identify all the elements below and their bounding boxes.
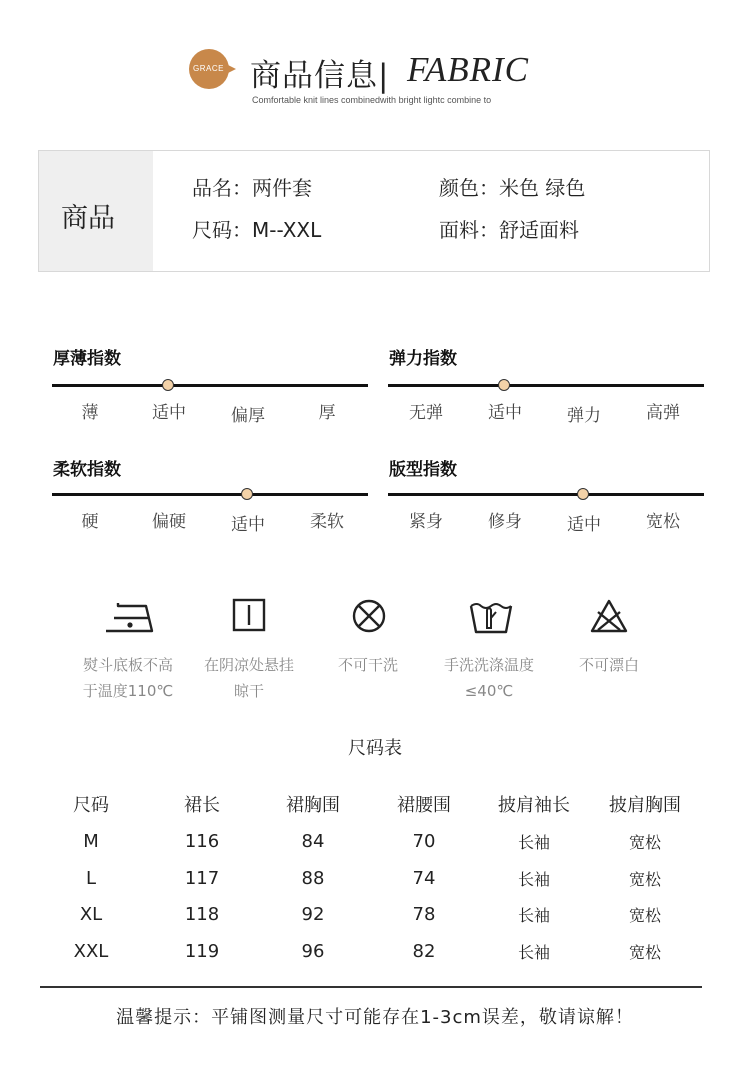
- product-info-box: [38, 150, 710, 272]
- care-text-line: 不可干洗: [337, 656, 398, 674]
- size-table-cell: XL: [79, 904, 103, 925]
- index-option: 厚: [318, 403, 336, 423]
- size-table-header: 披肩袖长: [498, 795, 570, 816]
- index-option: 薄: [81, 403, 99, 423]
- size-table-header: 裙长: [184, 795, 220, 816]
- logo-arrow-icon: [226, 64, 236, 74]
- index-marker-dot: [577, 488, 589, 500]
- size-table-cell: 96: [301, 941, 325, 962]
- footer-divider: [40, 986, 702, 988]
- no-dry-clean-icon: [351, 598, 387, 634]
- product-label-cell: [39, 151, 153, 271]
- index-scale-line: [388, 493, 704, 496]
- line-dry-icon: [232, 598, 266, 632]
- size-table-cell: 宽松: [628, 870, 661, 889]
- product-color: 颜色：米色 绿色: [439, 176, 586, 200]
- index-option: 适中: [152, 403, 186, 423]
- size-table-cell: 78: [412, 904, 436, 925]
- logo-text: GRACE: [193, 64, 224, 73]
- index-scale-line: [388, 384, 704, 387]
- index-option: 适中: [231, 515, 265, 535]
- index-option: 紧身: [409, 512, 443, 532]
- index-title: 弹力指数: [389, 349, 457, 369]
- index-scale-line: [52, 384, 368, 387]
- page-header: [0, 46, 750, 116]
- care-text-line: 熨斗底板不高: [82, 656, 173, 674]
- index-title: 柔软指数: [53, 460, 121, 480]
- product-fabric: 面料：舒适面料: [439, 218, 579, 242]
- care-text-line-dry: [190, 652, 308, 704]
- care-text-iron: [69, 652, 187, 704]
- index-option: 偏厚: [231, 406, 265, 426]
- iron-icon: [104, 598, 154, 634]
- size-table-cell: 70: [412, 831, 436, 852]
- care-text-hand-wash: [430, 652, 548, 704]
- size-table-cell: 118: [184, 904, 220, 925]
- care-text-line: 晾干: [233, 682, 264, 700]
- size-table-header: 披肩胸围: [609, 795, 681, 816]
- hand-wash-icon: [469, 598, 513, 636]
- product-size: 尺码：M--XXL: [192, 218, 322, 242]
- index-option: 偏硬: [152, 512, 186, 532]
- page-subtitle: Comfortable knit lines combinedwith bright lightc combine to: [252, 95, 492, 105]
- care-text-line: 不可漂白: [578, 656, 639, 674]
- size-table-header: 尺码: [73, 795, 109, 816]
- care-text-no-dry-clean: [309, 652, 427, 678]
- index-option: 弹力: [567, 406, 601, 426]
- index-scale-line: [52, 493, 368, 496]
- grace-logo: [189, 49, 229, 89]
- size-table-cell: 长袖: [517, 833, 550, 852]
- size-table-header: 裙胸围: [286, 795, 340, 816]
- size-table-cell: M: [83, 831, 99, 852]
- size-table-cell: 长袖: [517, 870, 550, 889]
- index-option: 适中: [567, 515, 601, 535]
- footer-note: 温馨提示：平铺图测量尺寸可能存在1-3cm误差，敬请谅解！: [116, 1007, 634, 1028]
- size-table-cell: 长袖: [517, 906, 550, 925]
- index-option: 无弹: [409, 403, 443, 423]
- size-table-cell: 116: [184, 831, 220, 852]
- size-table-cell: 长袖: [517, 943, 550, 962]
- size-table-cell: 88: [301, 868, 325, 889]
- product-name: 品名：两件套: [192, 176, 312, 200]
- index-option: 修身: [488, 512, 522, 532]
- index-title: 厚薄指数: [53, 349, 121, 369]
- size-table-cell: 119: [184, 941, 220, 962]
- size-table-cell: 74: [412, 868, 436, 889]
- size-table-cell: 宽松: [628, 906, 661, 925]
- index-marker-dot: [498, 379, 510, 391]
- size-table-cell: XXL: [73, 941, 109, 962]
- care-text-line: 手洗洗涤温度: [443, 656, 534, 674]
- size-table-title: 尺码表: [348, 738, 402, 759]
- index-option: 高弹: [646, 403, 680, 423]
- size-table-cell: 92: [301, 904, 325, 925]
- care-text-line: 于温度110℃: [82, 682, 174, 700]
- index-option: 适中: [488, 403, 522, 423]
- size-table-cell: 宽松: [628, 833, 661, 852]
- size-table-cell: 宽松: [628, 943, 661, 962]
- index-marker-dot: [241, 488, 253, 500]
- index-option: 硬: [81, 512, 99, 532]
- care-text-line: 在阴凉处悬挂: [203, 656, 294, 674]
- index-option: 柔软: [310, 512, 344, 532]
- care-text-line: ≤40℃: [464, 682, 514, 700]
- size-table-cell: 117: [184, 868, 220, 889]
- page-title-cn: 商品信息|: [250, 58, 390, 94]
- size-table-cell: 84: [301, 831, 325, 852]
- product-label: 商品: [61, 203, 115, 234]
- no-bleach-icon: [589, 598, 629, 634]
- care-text-no-bleach: [550, 652, 668, 678]
- size-table-header: 裙腰围: [397, 795, 451, 816]
- page-title-en: FABRIC: [407, 50, 530, 89]
- index-option: 宽松: [646, 512, 680, 532]
- size-table-cell: 82: [412, 941, 436, 962]
- size-table-cell: L: [85, 868, 97, 889]
- index-title: 版型指数: [389, 460, 457, 480]
- index-marker-dot: [162, 379, 174, 391]
